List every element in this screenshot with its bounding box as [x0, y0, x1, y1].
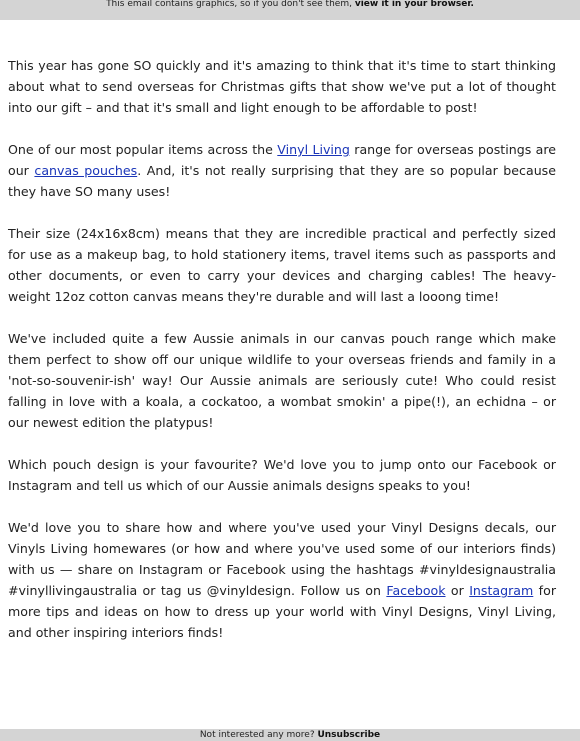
unsubscribe-notice: Not interested any more?: [199, 730, 315, 740]
view-in-browser-link[interactable]: view it in your browser.: [354, 0, 474, 9]
paragraph-text: We'd love you to share how and where you've used your Vinyl Designs decals, our Vinyls Living homewares (or how and where you've used some of our interiors finds) with us — share on Instagram or Facebook using the hashtags #vinyldesignaustralia #vinyllivingaustralia or tag us @vinyldesign. Follow us on: [8, 520, 556, 598]
vinyl-living-link[interactable]: Vinyl Living: [277, 142, 350, 157]
paragraph-size: Their size (24x16x8cm) means that they are incredible practical and perfectly sized for use as a makeup bag, to hold stationery items, travel items such as passports and other documents, or even to carry your devices and charging cables! The heavy-weight 12oz cotton canvas means they're durable and will last a looong time!: [8, 226, 556, 304]
paragraph-intro: This year has gone SO quickly and it's amazing to think that it's time to start thinking about what to send overseas for Christmas gifts that show we've put a lot of thought into our gift – and that it's small and light enough to be affordable to post!: [8, 58, 556, 115]
unsubscribe-bar: [0, 729, 580, 741]
browser-notice-bar: [0, 0, 580, 20]
paragraph-text: or: [445, 583, 470, 598]
email-body: [8, 55, 556, 664]
paragraph-aussie-animals: We've included quite a few Aussie animals in our canvas pouch range which make them perfect to show off our unique wildlife to your overseas friends and family in a 'not-so-souvenir-ish' way! Our Aussie animals are seriously cute! Who could resist falling in love with a koala, a cockatoo, a wombat smokin' a pipe(!), an echidna – or our newest edition the platypus!: [8, 331, 556, 430]
facebook-link[interactable]: Facebook: [386, 583, 446, 598]
paragraph-text: . And, it's not really surprising that they are so popular because they have SO many uses!: [8, 163, 556, 199]
unsubscribe-link[interactable]: Unsubscribe: [317, 730, 381, 740]
paragraph-text: for more tips and ideas on how to dress up your world with Vinyl Designs, Vinyl Living, and other inspiring interiors finds!: [8, 583, 557, 640]
paragraph-favourite: Which pouch design is your favourite? We'd love you to jump onto our Facebook or Instagram and tell us which of our Aussie animals designs speaks to you!: [8, 457, 556, 493]
instagram-link[interactable]: Instagram: [469, 583, 534, 598]
paragraph-text: One of our most popular items across the: [8, 142, 278, 157]
paragraph-share: [8, 517, 556, 643]
paragraph-popular-items: [8, 139, 556, 202]
canvas-pouches-link[interactable]: canvas pouches: [34, 163, 138, 178]
paragraph-text: range for overseas postings are our: [8, 142, 557, 178]
browser-notice-text: This email contains graphics, so if you don't see them,: [106, 0, 352, 9]
